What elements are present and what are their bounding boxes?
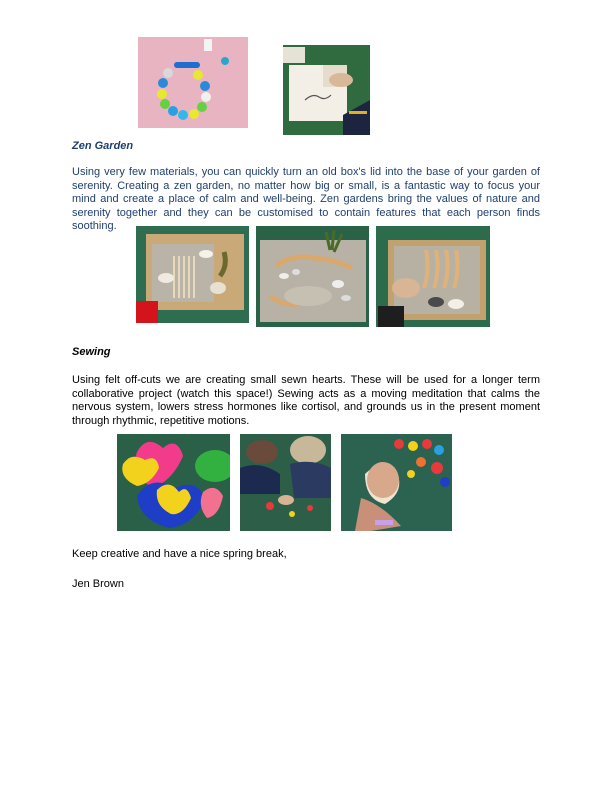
zen-garden-photo-2 xyxy=(256,226,369,327)
closing-message: Keep creative and have a nice spring break, xyxy=(72,548,287,560)
sewing-heading: Sewing xyxy=(72,346,111,358)
sewing-photo-2 xyxy=(240,434,331,531)
signature: Jen Brown xyxy=(72,578,124,590)
zen-garden-photo-1 xyxy=(136,226,249,323)
zen-garden-photo-3 xyxy=(376,226,490,327)
bead-bracelet-photo xyxy=(138,37,248,128)
zen-garden-paragraph: Using very few materials, you can quickly turn an old box's lid into the base of your garden of serenity. Creating a zen garden, no matter how big or small, is a fantastic way to focus your mind and create a place of calm and well-being. Zen gardens bring the values of nature and serenity together and they can be customised to contain features that each person finds soothing. xyxy=(72,166,540,232)
sewing-paragraph: Using felt off-cuts we are creating small sewn hearts. These will be used for a longer term collaborative project (watch this space!) Sewing acts as a moving meditation that calms the nervous system, lowers stress hormones like cortisol, and grounds us in the present moment through rhythmic, repetitive motions. xyxy=(72,374,540,427)
sewing-photo-1 xyxy=(117,434,230,531)
sewing-photo-3 xyxy=(341,434,452,531)
zen-garden-heading: Zen Garden xyxy=(72,140,134,152)
drawing-activity-photo xyxy=(283,45,370,135)
